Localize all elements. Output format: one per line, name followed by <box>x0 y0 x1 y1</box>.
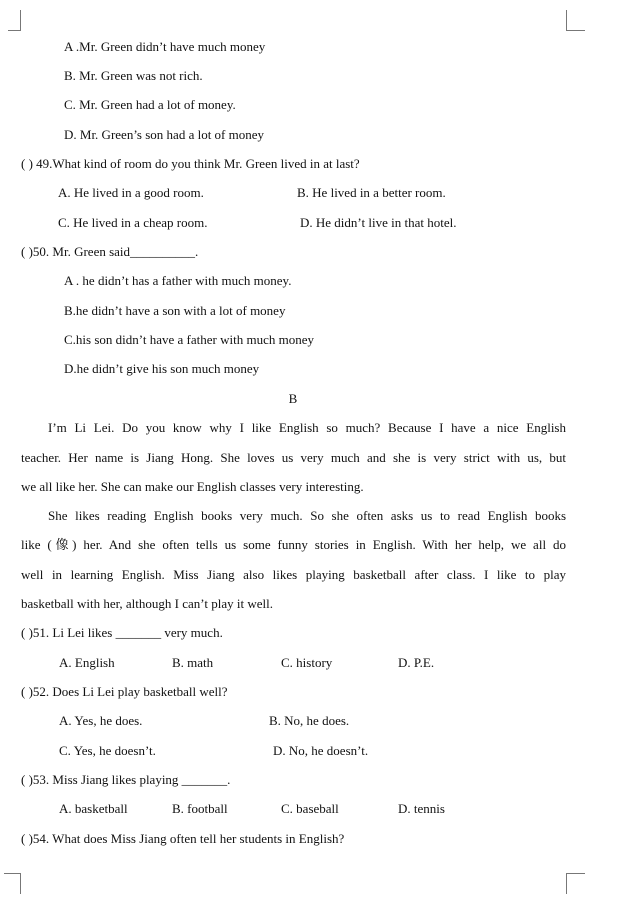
q54-question: ( )54. What does Miss Jiang often tell her students in English? <box>21 831 345 846</box>
q49-option-a: A. He lived in a good room. <box>58 185 204 200</box>
q50-option-c: C.his son didn’t have a father with much money <box>64 332 314 347</box>
passage-p1-line3: we all like her. She can make our English classes very interesting. <box>21 479 364 494</box>
q53-option-c: C. baseball <box>281 801 339 816</box>
q51-option-b: B. math <box>172 655 214 670</box>
q53-option-d: D. tennis <box>398 801 445 816</box>
q49-option-c: C. He lived in a cheap room. <box>58 215 208 230</box>
q48-option-a: A .Mr. Green didn’t have much money <box>64 39 266 54</box>
q52-option-a: A. Yes, he does. <box>59 713 143 728</box>
q51-question: ( )51. Li Lei likes _______ very much. <box>21 625 223 640</box>
q51-option-d: D. P.E. <box>398 655 435 670</box>
passage-p2-line4: basketball with her, although I can’t play it well. <box>21 596 273 611</box>
q49-question: ( ) 49.What kind of room do you think Mr. Green lived in at last? <box>21 156 360 171</box>
q53-option-b: B. football <box>172 801 228 816</box>
passage-p2-line2: like (像) her. And she often tells us some funny stories in English. With her help, we all do <box>21 537 566 552</box>
q49-option-d: D. He didn’t live in that hotel. <box>300 215 457 230</box>
q48-option-d: D. Mr. Green’s son had a lot of money <box>64 127 265 142</box>
q50-option-b: B.he didn’t have a son with a lot of money <box>64 303 286 318</box>
page-corner-mark-bottom-left <box>4 873 21 894</box>
page-corner-mark-bottom-right <box>566 873 585 894</box>
q52-option-b: B. No, he does. <box>269 713 350 728</box>
passage-p2-line1: She likes reading English books very much. So she often asks us to read English books <box>48 508 566 523</box>
passage-p1-line2: teacher. Her name is Jiang Hong. She loves us very much and she is very strict with us, but <box>21 450 566 465</box>
q49-option-b: B. He lived in a better room. <box>297 185 446 200</box>
page-corner-mark-top-right <box>566 10 585 31</box>
q51-option-a: A. English <box>59 655 115 670</box>
q53-question: ( )53. Miss Jiang likes playing _______. <box>21 772 231 787</box>
q52-option-c: C. Yes, he doesn’t. <box>59 743 156 758</box>
q48-option-c: C. Mr. Green had a lot of money. <box>64 97 236 112</box>
q50-option-a: A . he didn’t has a father with much money. <box>64 273 292 288</box>
q50-option-d: D.he didn’t give his son much money <box>64 361 260 376</box>
q50-question: ( )50. Mr. Green said__________. <box>21 244 199 259</box>
q52-question: ( )52. Does Li Lei play basketball well? <box>21 684 228 699</box>
section-heading: B <box>288 391 298 406</box>
passage-p2-line3: well in learning English. Miss Jiang also likes playing basketball after class. I like to play <box>21 567 566 582</box>
passage-p1-line1: I’m Li Lei. Do you know why I like English so much? Because I have a nice English <box>48 420 566 435</box>
q53-option-a: A. basketball <box>59 801 128 816</box>
q48-option-b: B. Mr. Green was not rich. <box>64 68 203 83</box>
q51-option-c: C. history <box>281 655 333 670</box>
q52-option-d: D. No, he doesn’t. <box>273 743 369 758</box>
page-corner-mark-top-left <box>8 10 21 31</box>
